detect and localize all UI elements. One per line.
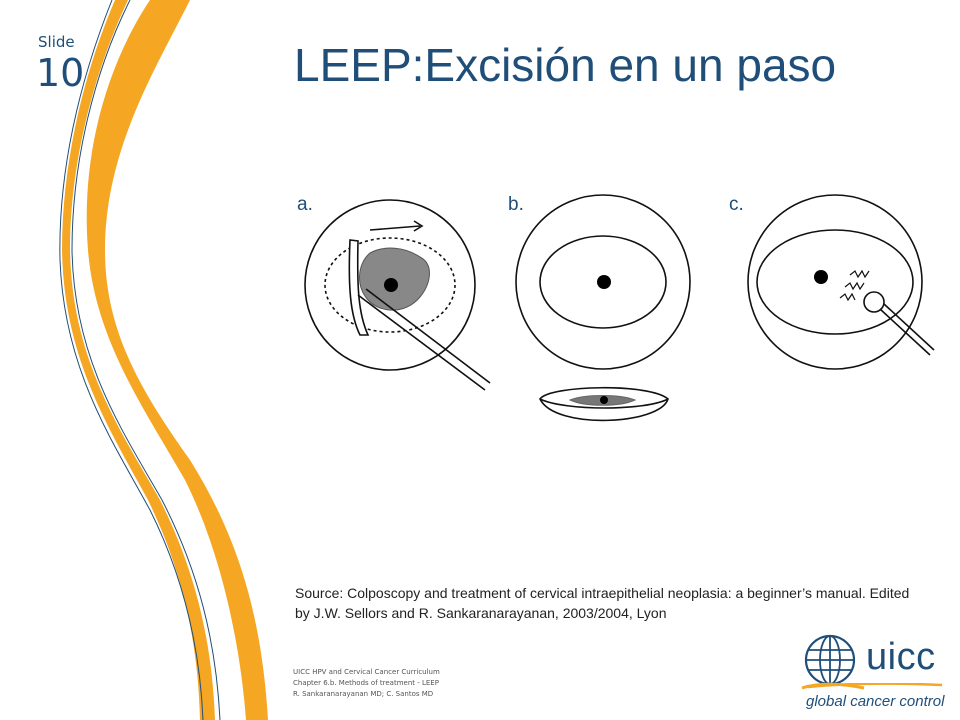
ball-handle-1 xyxy=(880,309,930,355)
decorative-swoosh xyxy=(0,0,300,720)
page-title: LEEP:Excisión en un paso xyxy=(294,39,837,91)
leep-illustration xyxy=(290,185,950,445)
specimen-os xyxy=(600,396,608,404)
ball-handle-2 xyxy=(884,304,934,350)
footer-line: Chapter 6.b. Methods of treatment - LEEP xyxy=(293,679,439,687)
slide-number: 10 xyxy=(36,51,85,95)
logo-underline xyxy=(808,683,942,689)
footer xyxy=(293,667,593,700)
figure-label-c: c. xyxy=(729,194,744,215)
panel-c xyxy=(748,195,934,369)
direction-arrow-line xyxy=(370,226,420,230)
figure-label-b: b. xyxy=(508,194,524,215)
cervix-outline-c xyxy=(748,195,922,369)
slide-label: Slide xyxy=(38,33,75,51)
os-b xyxy=(597,275,611,289)
panel-b xyxy=(516,195,690,420)
os-c xyxy=(814,270,828,284)
logo-wordmark: uicc xyxy=(866,636,936,678)
logo-tagline: global cancer control xyxy=(806,693,945,710)
os-a xyxy=(384,278,398,292)
loop-handle-2 xyxy=(366,289,490,383)
fulguration-marks xyxy=(840,271,869,300)
panel-a xyxy=(305,200,490,390)
figure-label-a: a. xyxy=(297,194,313,215)
footer-line: R. Sankaranarayanan MD; C. Santos MD xyxy=(293,690,434,698)
source-citation: Source: Colposcopy and treatment of cervical intraepithelial neoplasia: a beginner’s manual. Edited by J.W. Sellors and R. Sankaranarayanan, 2003/2004, Lyon xyxy=(295,585,910,621)
footer-line: UICC HPV and Cervical Cancer Curriculum xyxy=(293,668,440,676)
loop-handle-1 xyxy=(358,295,485,390)
